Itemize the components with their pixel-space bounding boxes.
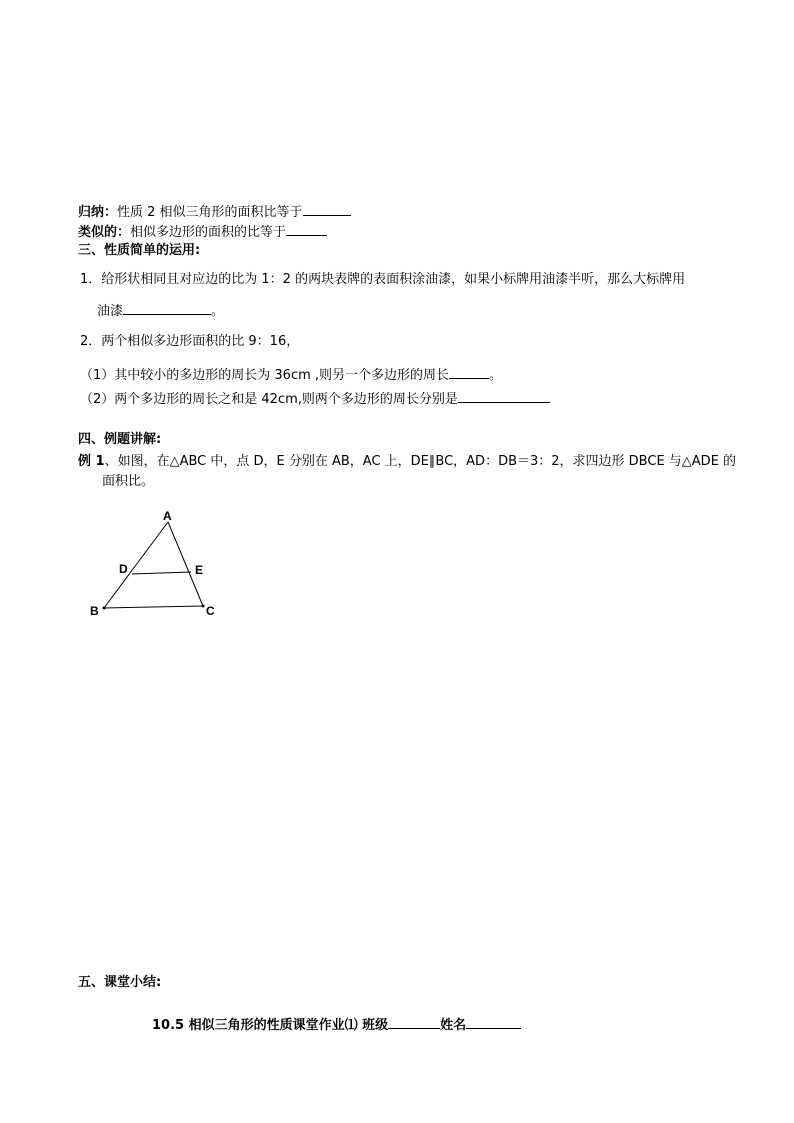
analogy-label: 类似的： bbox=[78, 225, 131, 240]
label-e: E bbox=[195, 563, 204, 577]
side-ab bbox=[104, 522, 168, 608]
example-1-text: 、如图，在△ABC 中，点 D，E 分别在 AB，AC 上，DE∥BC，AD：DB＝3：2，求四边形 DBCE 与△ADE 的 bbox=[104, 454, 737, 469]
label-c: C bbox=[206, 604, 215, 618]
vertex-b-dot bbox=[103, 607, 106, 610]
side-bc bbox=[104, 606, 203, 608]
question-1-suffix: 。 bbox=[211, 304, 225, 319]
question-2-sub-2-blank[interactable] bbox=[458, 390, 550, 403]
analogy-text: 相似多边形的面积的比等于 bbox=[130, 225, 287, 240]
question-1-prefix: 油漆 bbox=[97, 304, 124, 319]
question-1-blank[interactable] bbox=[123, 302, 211, 315]
question-1-line-2 bbox=[97, 302, 224, 320]
question-2-sub-1-blank[interactable] bbox=[449, 366, 489, 379]
class-blank[interactable] bbox=[388, 1016, 440, 1029]
section-3-title: 三、性质简单的运用: bbox=[78, 243, 201, 258]
question-2-sub-1-suffix: 。 bbox=[489, 368, 503, 383]
question-2-stem: 2．两个相似多边形面积的比 9：16， bbox=[80, 334, 300, 349]
homework-title-line bbox=[152, 1016, 521, 1034]
summary-text: 性质 2 相似三角形的面积比等于 bbox=[117, 205, 303, 220]
label-b: B bbox=[90, 604, 99, 618]
triangle-figure bbox=[85, 505, 225, 620]
label-d: D bbox=[119, 562, 128, 576]
homework-title: 10.5 相似三角形的性质课堂作业⑴ 班级 bbox=[152, 1018, 389, 1033]
question-1-line-1: 1．给形状相同且对应边的比为 1：2 的两块表牌的表面积涂油漆，如果小标牌用油漆半听，那么大标牌用 bbox=[80, 272, 686, 287]
summary-line bbox=[78, 203, 351, 221]
label-a: A bbox=[163, 509, 172, 523]
name-blank[interactable] bbox=[466, 1016, 521, 1029]
vertex-c-dot bbox=[202, 605, 205, 608]
question-2-sub-2 bbox=[80, 390, 550, 408]
example-1-line-2: 面积比。 bbox=[102, 474, 155, 489]
summary-label: 归纳： bbox=[78, 205, 118, 220]
section-5-title: 五、课堂小结: bbox=[78, 975, 162, 990]
question-2-sub-1-text: （1）其中较小的多边形的周长为 36cm ,则另一个多边形的周长 bbox=[80, 368, 450, 383]
question-2-sub-2-text: （2）两个多边形的周长之和是 42cm,则两个多边形的周长分别是 bbox=[80, 392, 458, 407]
summary-blank[interactable] bbox=[303, 203, 351, 216]
analogy-blank[interactable] bbox=[286, 223, 327, 236]
example-1-line-1 bbox=[78, 454, 736, 470]
name-label: 姓名 bbox=[440, 1018, 467, 1033]
section-4-title: 四、例题讲解: bbox=[78, 432, 162, 447]
example-1-label: 例 1 bbox=[78, 454, 105, 469]
analogy-line bbox=[78, 223, 327, 241]
question-2-sub-1 bbox=[80, 366, 502, 384]
segment-de bbox=[132, 572, 191, 574]
